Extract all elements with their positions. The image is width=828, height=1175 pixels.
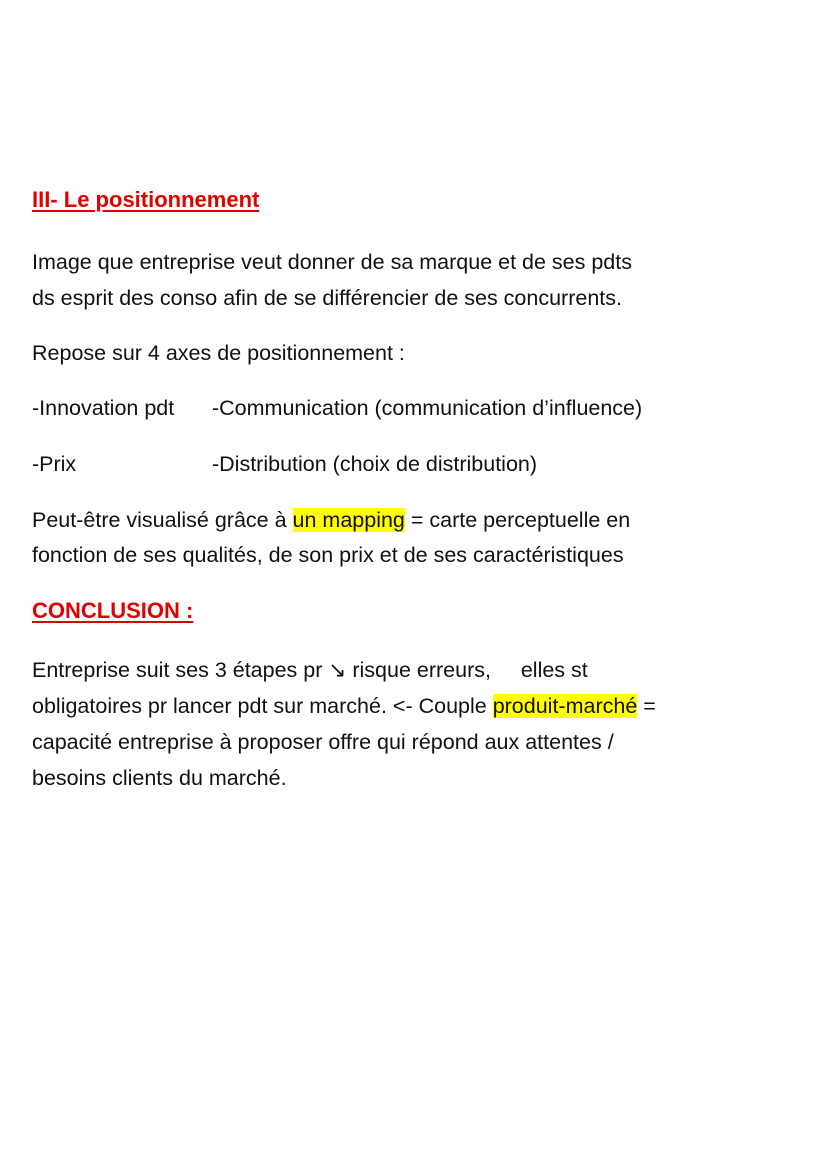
axis-innovation: -Innovation pdt [32,396,175,420]
definition-line-2: ds esprit des conso afin de se différencier de ses concurrents. [32,286,622,310]
axis-prix: -Prix [32,452,77,476]
conclusion-text-after: = [637,694,656,718]
produit-marche-highlight: produit-marché [492,694,638,718]
conclusion-line-1: Entreprise suit ses 3 étapes pr ↘ risque erreurs, elles st [32,658,588,682]
mapping-line-1 [32,505,630,535]
conclusion-line-4: besoins clients du marché. [32,766,287,790]
mapping-highlight: un mapping [292,508,405,532]
axes-intro: Repose sur 4 axes de positionnement : [32,341,405,365]
section-heading: III- Le positionnement [32,187,260,212]
axis-distribution: -Distribution (choix de distribution) [212,452,538,476]
definition-line-1: Image que entreprise veut donner de sa marque et de ses pdts [32,250,632,274]
mapping-text-after: = carte perceptuelle en [404,508,631,532]
mapping-line-2: fonction de ses qualités, de son prix et de ses caractéristiques [32,543,624,567]
conclusion-line-3: capacité entreprise à proposer offre qui répond aux attentes / [32,730,614,754]
conclusion-line-2 [32,691,656,721]
conclusion-heading: CONCLUSION : [32,598,194,623]
mapping-text-before: Peut-être visualisé grâce à [32,508,293,532]
conclusion-text-before: obligatoires pr lancer pdt sur marché. <- Couple [32,694,493,718]
axis-communication: -Communication (communication d’influence) [212,396,643,420]
